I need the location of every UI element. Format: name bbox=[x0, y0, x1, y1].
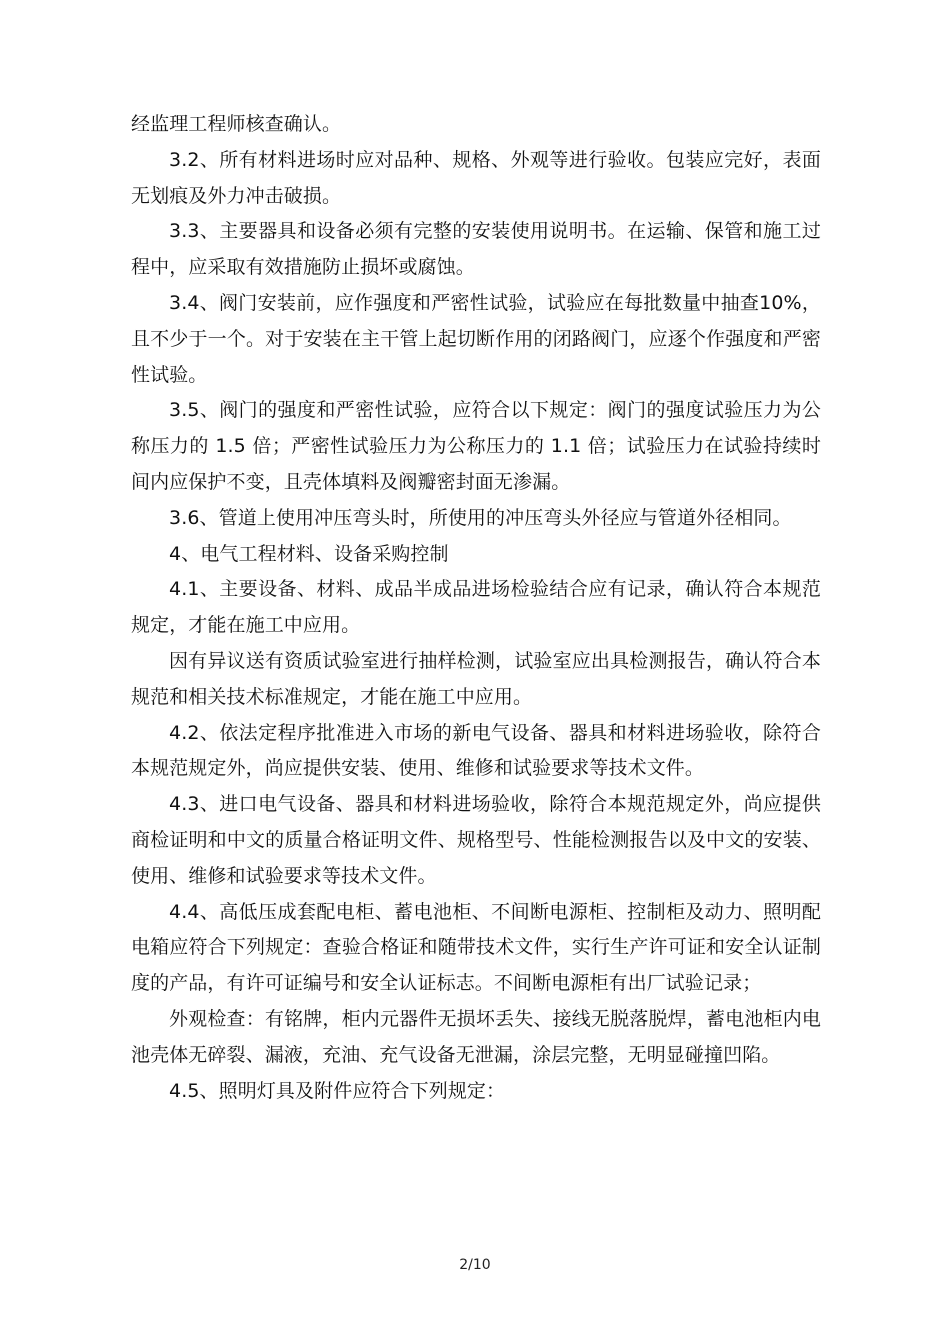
paragraph-4-5: 4.5、照明灯具及附件应符合下列规定： bbox=[169, 1079, 506, 1102]
paragraph-appearance-check: 外观检查：有铭牌，柜内元器件无损坏丢失、接线无脱落脱焊，蓄电池柜内电池壳体无碎裂、漏液，充油、充气设备无泄漏，涂层完整，无明显碰撞凹陷。 bbox=[131, 1007, 821, 1066]
paragraph-4-4: 4.4、高低压成套配电柜、蓄电池柜、不间断电源柜、控制柜及动力、照明配电箱应符合下列规定：查验合格证和随带技术文件，实行生产许可证和安全认证制度的产品，有许可证编号和安全认证标志。不间断电源柜有出厂试验记录； bbox=[131, 900, 821, 995]
paragraph-4-2: 4.2、依法定程序批准进入市场的新电气设备、器具和材料进场验收，除符合本规范规定外，尚应提供安装、使用、维修和试验要求等技术文件。 bbox=[131, 721, 821, 780]
page-number: 2/10 bbox=[459, 1257, 491, 1273]
paragraph-3-2: 3.2、所有材料进场时应对品种、规格、外观等进行验收。包装应完好，表面无划痕及外力冲击破损。 bbox=[131, 148, 821, 207]
document-body bbox=[131, 107, 821, 1109]
paragraph-3-3: 3.3、主要器具和设备必须有完整的安装使用说明书。在运输、保管和施工过程中，应采取有效措施防止损坏或腐蚀。 bbox=[131, 220, 821, 279]
paragraph-dispute-testing: 因有异议送有资质试验室进行抽样检测，试验室应出具检测报告，确认符合本规范和相关技术标准规定，才能在施工中应用。 bbox=[131, 649, 821, 708]
paragraph-3-6: 3.6、管道上使用冲压弯头时，所使用的冲压弯头外径应与管道外径相同。 bbox=[169, 506, 792, 529]
paragraph-4-3: 4.3、进口电气设备、器具和材料进场验收，除符合本规范规定外，尚应提供商检证明和中文的质量合格证明文件、规格型号、性能检测报告以及中文的安装、使用、维修和试验要求等技术文件。 bbox=[131, 793, 821, 887]
paragraph-3-4: 3.4、阀门安装前，应作强度和严密性试验，试验应在每批数量中抽查10%，且不少于一个。对于安装在主干管上起切断作用的闭路阀门，应逐个作强度和严密性试验。 bbox=[131, 291, 821, 386]
paragraph-1: 经监理工程师核查确认。 bbox=[131, 113, 342, 135]
section-heading-4: 4、电气工程材料、设备采购控制 bbox=[169, 542, 449, 565]
paragraph-3-5: 3.5、阀门的强度和严密性试验，应符合以下规定：阀门的强度试验压力为公称压力的 1.5 倍；严密性试验压力为公称压力的 1.1 倍；试验压力在试验持续时间内应保护不变，且壳体填料及阀瓣密封面无渗漏。 bbox=[131, 399, 821, 493]
paragraph-4-1: 4.1、主要设备、材料、成品半成品进场检验结合应有记录，确认符合本规范规定，才能在施工中应用。 bbox=[131, 578, 821, 637]
